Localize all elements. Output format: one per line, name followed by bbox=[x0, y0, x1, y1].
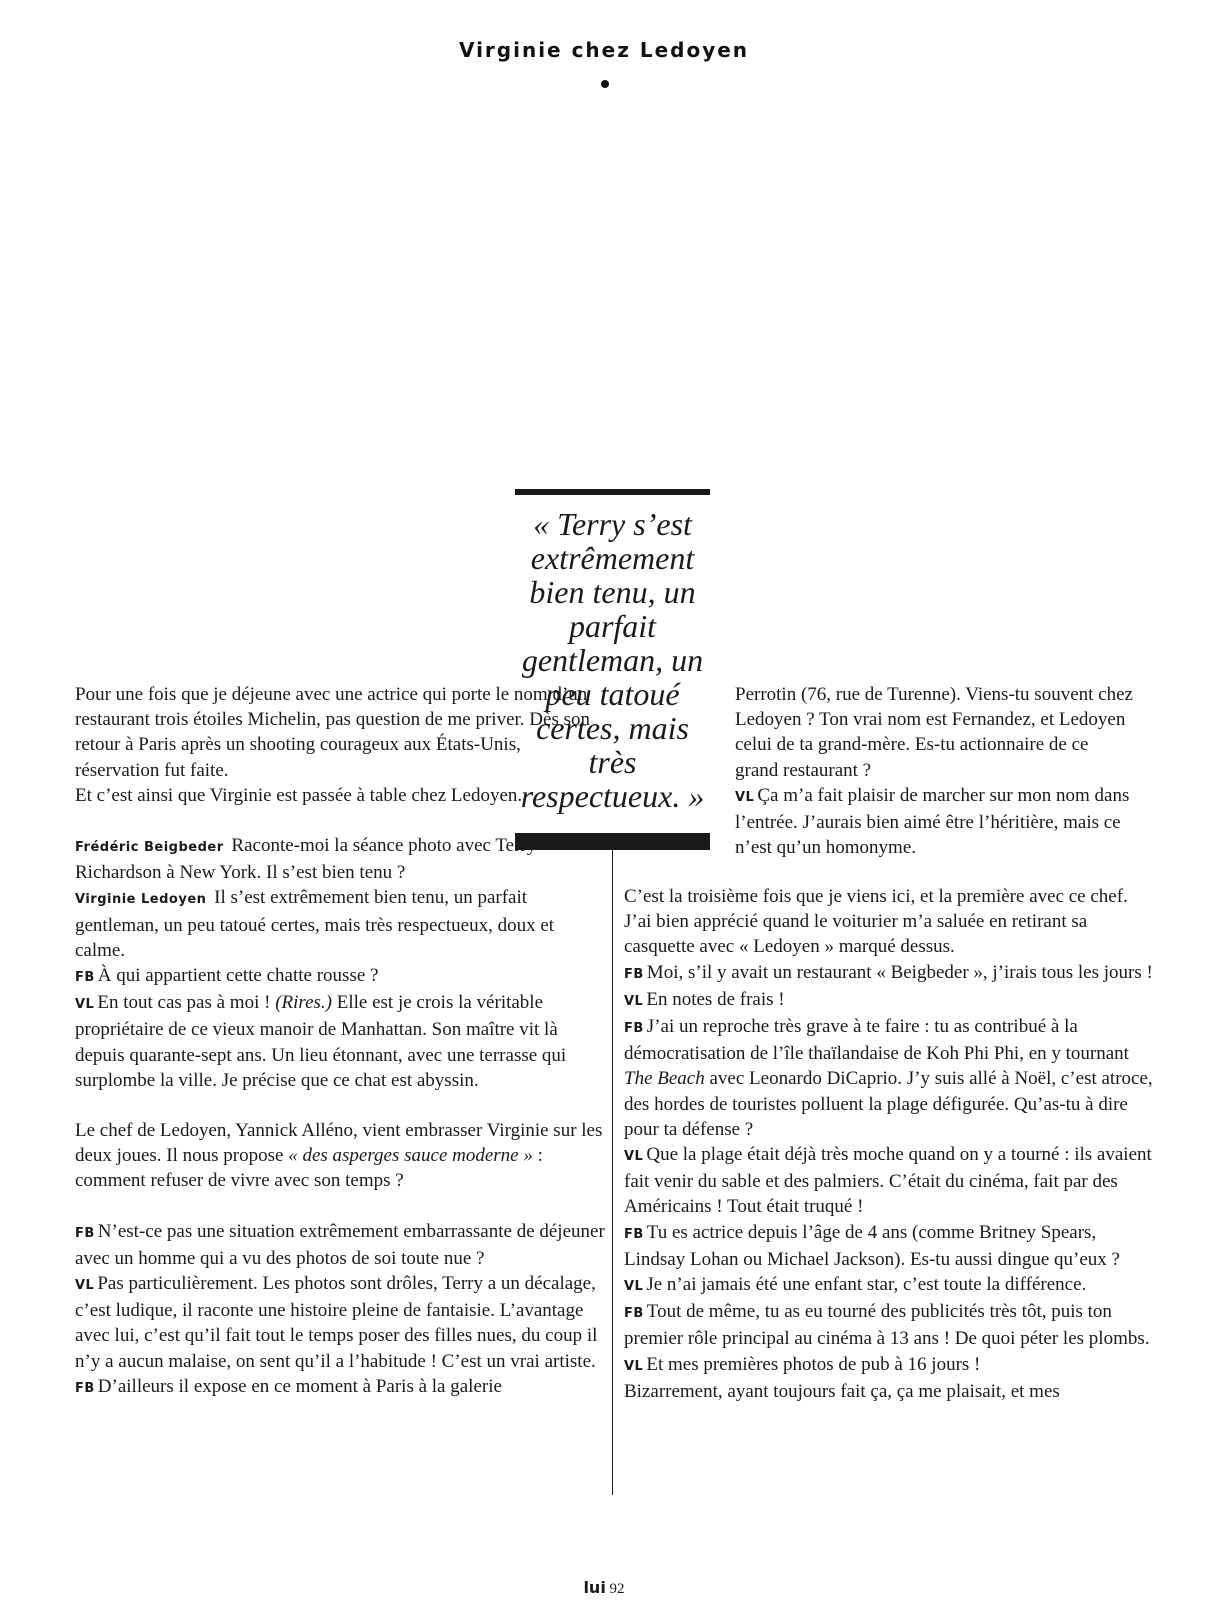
question-text: Moi, s’il y avait un restaurant « Beigbeder », j’irais tous les jours ! bbox=[646, 961, 1153, 983]
speaker-label: FB bbox=[624, 966, 644, 982]
interview-answer bbox=[735, 783, 1135, 861]
speaker-label: VL bbox=[624, 1149, 644, 1165]
right-column-top bbox=[735, 682, 1135, 860]
answer-text: Elle est je crois la véritable propriétaire de ce vieux manoir de Manhattan. Son maître vit là depuis quarante-sept ans. Un lieu étonnant, avec une terrasse qui surplombe la ville. Je précise que ce chat est abyssin. bbox=[75, 992, 567, 1091]
interview-question bbox=[75, 963, 605, 990]
speaker-label: FB bbox=[75, 970, 95, 986]
answer-text: En notes de frais ! bbox=[646, 988, 785, 1010]
dish-name: « des asperges sauce moderne » bbox=[288, 1145, 533, 1167]
right-column-bottom bbox=[624, 884, 1154, 1404]
film-title: The Beach bbox=[624, 1068, 705, 1090]
answer-continuation: Bizarrement, ayant toujours fait ça, ça me plaisait, et mes bbox=[624, 1380, 1060, 1402]
question-text: Raconte-moi la séance photo avec Terry Richardson à New York. Il s’est bien tenu ? bbox=[75, 835, 537, 884]
speaker-label: Virginie Ledoyen bbox=[75, 892, 207, 908]
speaker-label: VL bbox=[75, 1278, 95, 1294]
question-continuation: Perrotin (76, rue de Turenne). Viens-tu souvent chez Ledoyen ? Ton vrai nom est Fernandez, et Ledoyen celui de ta grand-mère. Es-tu actionnaire de ce grand restaurant ? bbox=[735, 684, 1133, 781]
speaker-label: FB bbox=[75, 1225, 95, 1241]
answer-text: En tout cas pas à moi ! bbox=[97, 992, 271, 1014]
page-title: Virginie chez Ledoyen bbox=[458, 38, 750, 62]
speaker-label: FB bbox=[624, 1306, 644, 1322]
quote-top-rule bbox=[515, 489, 710, 495]
answer-text: Que la plage était déjà très moche quand on y a tourné : ils avaient fait venir du sable et des palmiers. C’était du cinéma, fait par des Américains ! Tout était truqué ! bbox=[624, 1144, 1152, 1218]
answer-text: Et mes premières photos de pub à 16 jours ! bbox=[646, 1353, 981, 1375]
pull-quote: « Terry s’est extrêmement bien tenu, un parfait gentleman, un peu tatoué certes, mais très respectueux. » bbox=[520, 506, 705, 814]
left-column bbox=[75, 682, 605, 1401]
question-text: N’est-ce pas une situation extrêmement embarrassante de déjeuner avec un homme qui a vu des photos de soi toute nue ? bbox=[75, 1220, 605, 1269]
interview-answer bbox=[624, 987, 1154, 1014]
interview-question bbox=[624, 1299, 1154, 1351]
intro-paragraph: Et c’est ainsi que Virginie est passée à table chez Ledoyen. bbox=[75, 784, 523, 806]
question-text: avec Leonardo DiCaprio. J’y suis allé à Noël, c’est atroce, des hordes de touristes polluent la plage défigurée. Qu’as-tu à dire pour ta défense ? bbox=[624, 1068, 1153, 1140]
interview-question bbox=[75, 1374, 605, 1401]
interview-answer bbox=[624, 1142, 1154, 1220]
title-dot-ornament bbox=[601, 80, 609, 88]
interview-question bbox=[624, 1220, 1154, 1272]
speaker-label: FB bbox=[624, 1021, 644, 1037]
interview-answer bbox=[75, 1271, 605, 1374]
interview-question bbox=[75, 833, 605, 885]
speaker-label: VL bbox=[624, 993, 644, 1009]
speaker-label: VL bbox=[624, 1279, 644, 1295]
answer-text: Ça m’a fait plaisir de marcher sur mon nom dans l’entrée. J’aurais bien aimé être l’héritière, mais ce n’est qu’un homonyme. bbox=[735, 784, 1130, 859]
speaker-label: FB bbox=[75, 1380, 95, 1396]
speaker-label: VL bbox=[75, 997, 95, 1013]
answer-text: Pas particulièrement. Les photos sont drôles, Terry a un décalage, c’est ludique, il raconte une histoire pleine de fantaisie. L’avantage avec lui, c’est qu’il fait tout le temps poser des filles nues, du coup il n’y a aucun malaise, on sent qu’il a l’habitude ! C’est un vrai artiste. bbox=[75, 1273, 598, 1372]
column-divider bbox=[612, 850, 613, 1495]
question-text: Tout de même, tu as eu tourné des publicités très tôt, puis ton premier rôle principal au cinéma à 13 ans ! De quoi péter les plombs. bbox=[624, 1301, 1150, 1350]
speaker-label: VL bbox=[624, 1358, 644, 1374]
page-number: 92 bbox=[609, 1581, 625, 1597]
interview-answer bbox=[75, 990, 605, 1093]
narrative-paragraph: Le chef de Ledoyen, Yannick Alléno, vient embrasser Virginie sur les deux joues. Il nous propose « des asperges sauce moderne » : comment refuser de vivre avec son temps ? bbox=[75, 1120, 603, 1192]
magazine-logo: lui bbox=[583, 1578, 606, 1597]
page-footer bbox=[0, 1578, 1208, 1598]
answer-italic: (Rires.) bbox=[275, 992, 332, 1014]
answer-text: Je n’ai jamais été une enfant star, c’est toute la différence. bbox=[646, 1274, 1087, 1296]
answer-continuation: C’est la troisième fois que je viens ici, et la première avec ce chef. J’ai bien apprécié quand le voiturier m’a saluée en retirant sa casquette avec « Ledoyen » marqué dessus. bbox=[624, 886, 1128, 958]
question-text: Tu es actrice depuis l’âge de 4 ans (comme Britney Spears, Lindsay Lohan ou Michael Jackson). Es-tu aussi dingue qu’eux ? bbox=[624, 1221, 1120, 1270]
interview-question bbox=[624, 960, 1154, 987]
interview-question bbox=[75, 1219, 605, 1271]
question-text: D’ailleurs il expose en ce moment à Paris à la galerie bbox=[97, 1375, 502, 1397]
question-text: J’ai un reproche très grave à te faire : tu as contribué à la démocratisation de l’île thaïlandaise de Koh Phi Phi, en y tournant bbox=[624, 1016, 1129, 1065]
interview-answer bbox=[624, 1272, 1154, 1299]
speaker-label: VL bbox=[735, 789, 755, 805]
interview-answer bbox=[624, 1352, 1154, 1379]
speaker-label: FB bbox=[624, 1226, 644, 1242]
question-text: À qui appartient cette chatte rousse ? bbox=[97, 965, 379, 987]
speaker-label: Frédéric Beigbeder bbox=[75, 840, 224, 856]
interview-answer bbox=[75, 885, 605, 963]
intro-paragraph: Pour une fois que je déjeune avec une actrice qui porte le nom d’un restaurant trois étoiles Michelin, pas question de me priver. Dès son retour à Paris après un shooting courageux aux États-Unis, réservation fut faite. bbox=[75, 684, 590, 781]
interview-question bbox=[624, 1014, 1154, 1142]
answer-text: Il s’est extrêmement bien tenu, un parfait gentleman, un peu tatoué certes, mais très respectueux, doux et calme. bbox=[75, 887, 555, 961]
